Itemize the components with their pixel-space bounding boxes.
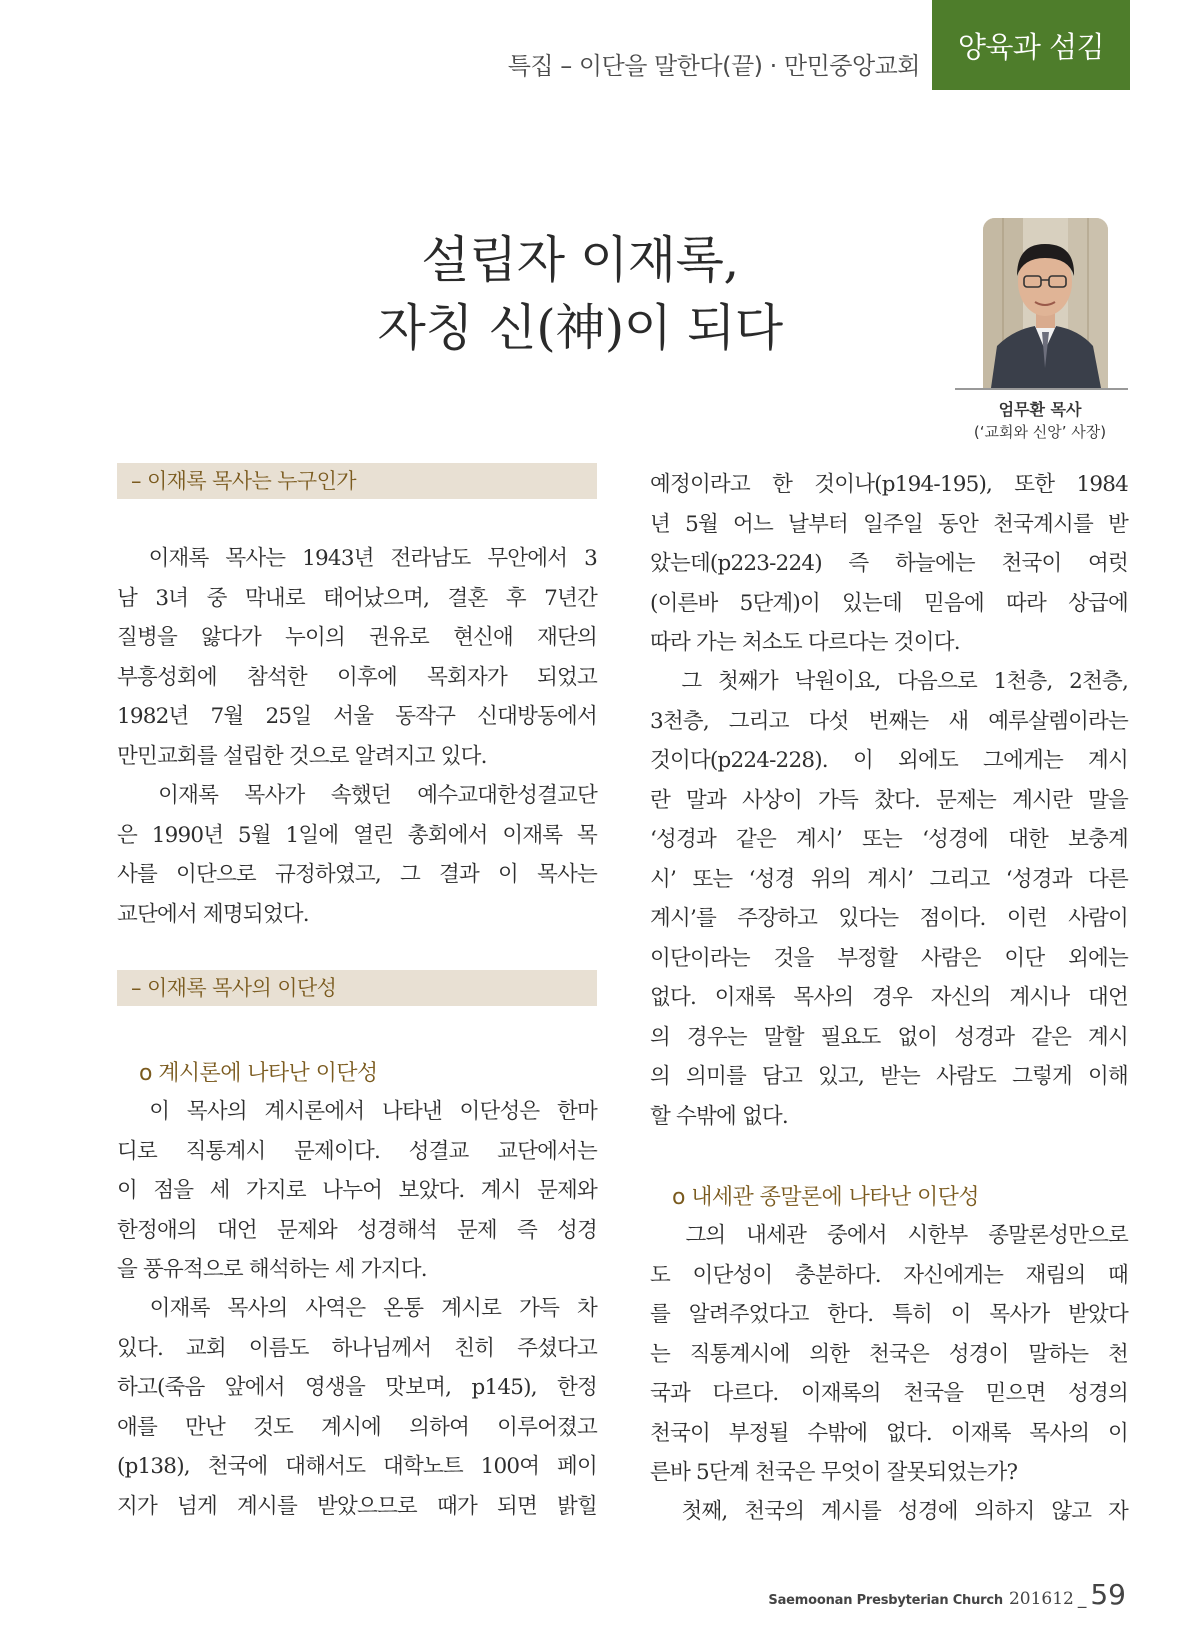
paragraph <box>117 1092 597 1290</box>
text-line: (이른바 5단계)이 있는데 믿음에 따라 상급에 <box>650 590 1128 616</box>
text-line: 이재록 목사가 속했던 예수교대한성결교단 <box>117 783 597 808</box>
text-line: 따라 가는 처소도 다르다는 것이다. <box>650 630 960 655</box>
text-line: 할 수밖에 없다. <box>650 1103 788 1129</box>
text-line: 계시’를 주장하고 있다는 점이다. 이런 사람이 <box>650 906 1128 931</box>
article-title-line1: 설립자 이재록, <box>421 231 739 289</box>
text-line: 란 말과 사상이 가득 찼다. 문제는 계시란 말을 <box>650 787 1128 813</box>
subsection-heading: o 내세관 종말론에 나타난 이단성 <box>672 1185 979 1210</box>
paragraph <box>650 1492 1128 1532</box>
paragraph <box>117 1289 597 1526</box>
text-line: 한정애의 대언 문제와 성경해석 문제 즉 성경 <box>117 1217 597 1243</box>
header-category-tab: 양육과 섬김 <box>932 0 1130 90</box>
section-heading: – 이재록 목사는 누구인가 <box>117 463 597 499</box>
right-column <box>650 0 1128 1650</box>
left-column <box>117 0 597 1650</box>
text-line: 이 목사의 계시론에서 나타낸 이단성은 한마 <box>117 1099 597 1124</box>
text-line: 았는데(p223-224) 즉 하늘에는 천국이 여럿 <box>650 551 1128 576</box>
text-line: 만민교회를 설립한 것으로 알려지고 있다. <box>117 743 487 769</box>
text-line: ‘성경과 같은 계시’ 또는 ‘성경에 대한 보충계 <box>650 827 1128 852</box>
paragraph <box>650 662 1128 1136</box>
article-title-line2: 자칭 신(神)이 되다 <box>377 299 783 357</box>
paragraph <box>117 539 597 776</box>
subsection-heading: o 계시론에 나타난 이단성 <box>139 1061 378 1086</box>
text-line: 는 직통계시에 의한 천국은 성경이 말하는 천 <box>650 1341 1128 1367</box>
text-line: 그의 내세관 중에서 시한부 종말론성만으로 <box>650 1223 1128 1248</box>
text-line: (p138), 천국에 대해서도 대학노트 100여 페이 <box>117 1454 597 1479</box>
page-number: 59 <box>1090 1578 1126 1611</box>
author-title: (‘교회와 신앙’ 사장) <box>973 423 1107 441</box>
text-line: 를 알려주었다고 한다. 특히 이 목사가 받았다 <box>650 1302 1128 1327</box>
text-line: 년 5월 어느 날부터 일주일 동안 천국계시를 받 <box>650 511 1128 537</box>
section-heading: – 이재록 목사의 이단성 <box>117 970 597 1006</box>
text-line: 남 3녀 중 막내로 태어났으며, 결혼 후 7년간 <box>117 585 597 611</box>
footer-separator: _ <box>1077 1589 1087 1609</box>
text-line: 애를 만난 것도 계시에 의하여 이루어졌고 <box>117 1414 597 1440</box>
text-line: 3천층, 그리고 다섯 번째는 새 예루살렘이라는 <box>650 708 1128 734</box>
text-line: 시’ 또는 ‘성경 위의 계시’ 그리고 ‘성경과 다른 <box>650 866 1128 892</box>
text-line: 은 1990년 5월 1일에 열린 총회에서 이재록 목 <box>117 822 597 848</box>
paragraph <box>650 1216 1128 1493</box>
text-line: 이재록 목사는 1943년 전라남도 무안에서 3 <box>117 546 597 571</box>
text-line: 부흥성회에 참석한 이후에 목회자가 되었고 <box>117 664 597 690</box>
text-line: 의 경우는 말할 필요도 없이 성경과 같은 계시 <box>650 1024 1128 1050</box>
text-line: 의 의미를 담고 있고, 받는 사람도 그렇게 이해 <box>650 1064 1128 1089</box>
text-line: 하고(죽음 앞에서 영생을 맛보며, p145), 한정 <box>117 1375 597 1400</box>
text-line: 천국이 부정될 수밖에 없다. 이재록 목사의 이 <box>650 1420 1128 1446</box>
text-line: 예정이라고 한 것이나(p194-195), 또한 1984 <box>650 472 1128 497</box>
text-line: 을 풍유적으로 해석하는 세 가지다. <box>117 1257 427 1282</box>
text-line: 것이다(p224-228). 이 외에도 그에게는 계시 <box>650 748 1128 773</box>
author-name: 엄무환 목사 <box>998 400 1082 419</box>
text-line: 이재록 목사의 사역은 온통 계시로 가득 차 <box>117 1296 597 1321</box>
text-line: 1982년 7월 25일 서울 동작구 신대방동에서 <box>117 704 597 729</box>
text-line: 그 첫째가 낙원이요, 다음으로 1천층, 2천층, <box>650 669 1128 694</box>
text-line: 교단에서 제명되었다. <box>117 901 309 927</box>
text-line: 디로 직통계시 문제이다. 성결교 교단에서는 <box>117 1138 597 1164</box>
text-line: 있다. 교회 이름도 하나님께서 친히 주셨다고 <box>117 1335 597 1361</box>
text-line: 이 점을 세 가지로 나누어 보았다. 계시 문제와 <box>117 1178 597 1203</box>
header-section-title: 특집 – 이단을 말한다(끝) · 만민중앙교회 <box>507 52 920 80</box>
text-line: 없다. 이재록 목사의 경우 자신의 계시나 대언 <box>650 985 1128 1010</box>
issue-number: 201612 <box>1008 1589 1074 1609</box>
text-line: 지가 넘게 계시를 받았으므로 때가 되면 밝힐 <box>117 1493 597 1519</box>
text-line: 도 이단성이 충분하다. 자신에게는 재림의 때 <box>650 1262 1128 1288</box>
text-line: 이단이라는 것을 부정할 사람은 이단 외에는 <box>650 945 1128 971</box>
paragraph <box>117 776 597 934</box>
text-line: 질병을 앓다가 누이의 권유로 현신애 재단의 <box>117 625 597 650</box>
text-line: 첫째, 천국의 계시를 성경에 의하지 않고 자 <box>650 1499 1128 1524</box>
text-line: 국과 다르다. 이재록의 천국을 믿으면 성경의 <box>650 1381 1128 1406</box>
page-footer <box>768 1578 1126 1611</box>
text-line: 사를 이단으로 규정하였고, 그 결과 이 목사는 <box>117 862 597 887</box>
paragraph <box>650 465 1128 663</box>
text-line: 른바 5단계 천국은 무엇이 잘못되었는가? <box>650 1460 1018 1485</box>
magazine-name: Saemoonan Presbyterian Church <box>768 1593 1003 1608</box>
